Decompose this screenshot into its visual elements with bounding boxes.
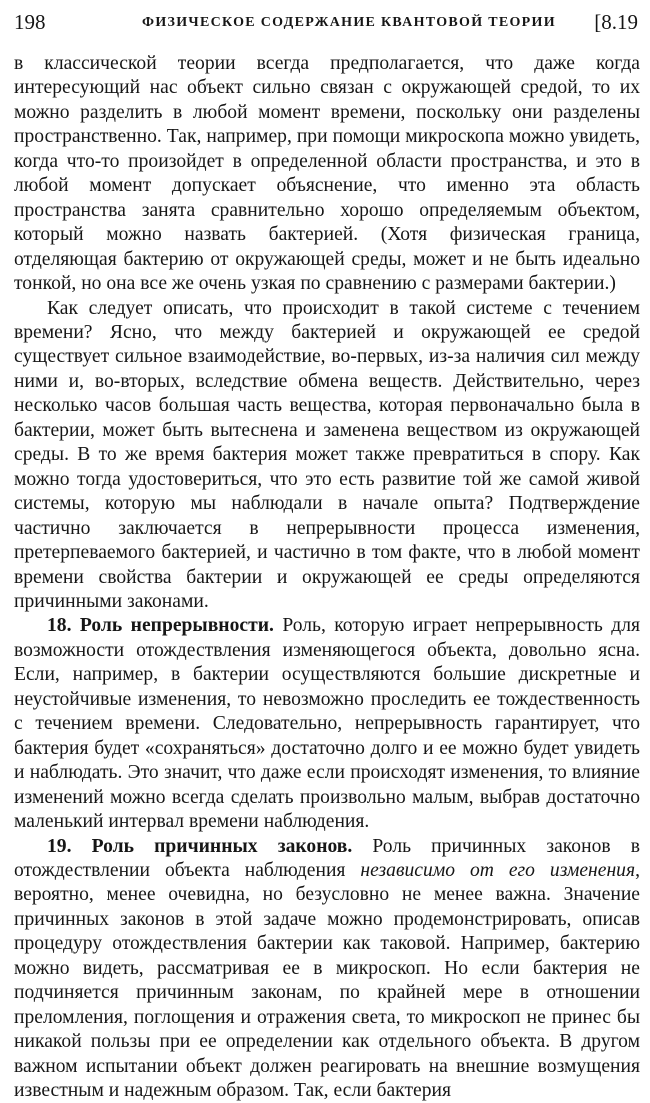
section-19-text-end: , вероятно, менее очевидна, но безусловно не менее важна. Значение причинных законов в этой задаче можно продемонстрировать, описав процедуру отождествления бактерии как таковой. Например, бактерию можно видеть, рассматривая ее в микроскоп. Но если бактерия не подчиняется причинным законам, по крайней мере в отношении преломления, поглощения и отражения света, то микроскоп не принес бы никакой пользы при ее определении как отдельного объекта. В другом важном испытании объект должен реагировать на внешние возмущения известным и надежным образом. Так, если бактерия bbox=[14, 860, 640, 1101]
page-body bbox=[14, 52, 640, 1103]
section-19-text-start: Роль причинных законов в отождествлении объекта наблюдения bbox=[14, 836, 640, 881]
paragraph-continuation: в классической теории всегда предполагается, что даже когда интересующий нас объект сильно связан с окружающей средой, то их можно разделить в любой момент времени, поскольку они разделены пространственно. Так, например, при помощи микроскопа можно увидеть, когда что-то произойдет в определенной области пространства, и это в любой момент допускает объяснение, что именно эта область пространства занята сравнительно хорошо определяемым объектом, который можно назвать бактерией. (Хотя физическая граница, отделяющая бактерию от окружающей среды, может и не быть идеально тонкой, но она все же очень узкая по сравнению с размерами бактерии.) bbox=[14, 52, 640, 297]
running-title: ФИЗИЧЕСКОЕ СОДЕРЖАНИЕ КВАНТОВОЙ ТЕОРИИ bbox=[142, 15, 556, 31]
section-19-emphasis: независимо от его изменения bbox=[360, 860, 635, 881]
page-header bbox=[14, 10, 638, 38]
section-reference: [8.19 bbox=[594, 10, 638, 35]
section-18-text: Роль, которую играет непрерывность для возможности отождествления изменяющегося объекта, довольно ясна. Если, например, в бактерии осуществляются большие дискретные и неустойчивые изменения, то невозможно проследить ее тождественность с течением времени. Следовательно, непрерывность гарантирует, что бактерия будет «сохраняться» достаточно долго и ее можно будет увидеть и наблюдать. Это значит, что даже если происходят изменения, то влияние изменений можно всегда сделать произвольно малым, выбрав достаточно маленький интервал времени наблюдения. bbox=[14, 615, 640, 832]
page-number: 198 bbox=[14, 10, 46, 35]
section-19-heading: 19. Роль причинных законов. bbox=[47, 836, 352, 857]
section-18-paragraph bbox=[14, 614, 640, 834]
section-19-paragraph bbox=[14, 835, 640, 1103]
paragraph-bacteria-evolution: Как следует описать, что происходит в такой системе с течением времени? Ясно, что между бактерией и окружающей ее средой существует сильное взаимодействие, во-первых, из-за наличия сил между ними и, во-вторых, вследствие обмена веществ. Действительно, через несколько часов большая часть вещества, которая первоначально была в бактерии, может быть вытеснена и заменена веществом из окружающей среды. В то же время бактерия может также превратиться в спору. Как можно тогда удостовериться, что это есть развитие той же самой живой системы, которую мы наблюдали в начале опыта? Подтверждение частично заключается в непрерывности процесса изменения, претерпеваемого бактерией, и частично в том факте, что в любой момент времени свойства бактерии и окружающей ее среды определяются причинными законами. bbox=[14, 297, 640, 615]
section-18-heading: 18. Роль непрерывности. bbox=[47, 615, 274, 636]
